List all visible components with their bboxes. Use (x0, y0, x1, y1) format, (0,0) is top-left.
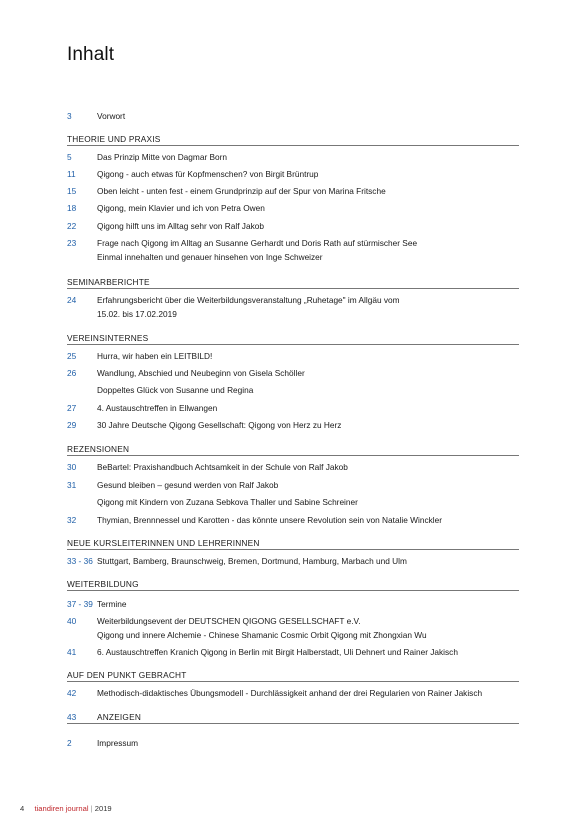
toc-page-number: 31 (67, 480, 77, 490)
toc-entry-title: Erfahrungsbericht über die Weiterbildungsveranstaltung „Ruhetage" im Allgäu vom (97, 295, 400, 305)
toc-page-number: 26 (67, 368, 77, 378)
toc-entry-title: 30 Jahre Deutsche Qigong Gesellschaft: Qigong von Herz zu Herz (97, 420, 342, 430)
toc-entry-title: 15.02. bis 17.02.2019 (97, 309, 177, 319)
toc-page-number: 15 (67, 186, 77, 196)
toc-entry-title: Vorwort (97, 111, 126, 121)
toc-page-number: 33 - 36 (67, 556, 93, 566)
toc-entry-title: Qigong und innere Alchemie - Chinese Shamanic Cosmic Orbit Qigong mit Zhongxian Wu (97, 630, 427, 640)
toc-page-number: 25 (67, 351, 77, 361)
section-heading-vereinsinternes: VEREINSINTERNES (67, 333, 149, 343)
toc-page-number: 2 (67, 738, 72, 748)
section-rule (67, 455, 519, 456)
page-footer (20, 804, 112, 813)
toc-page-number: 37 - 39 (67, 599, 93, 609)
toc-entry-title: Methodisch-didaktisches Übungsmodell - Durchlässigkeit anhand der drei Regularien von Rainer Jakisch (97, 688, 483, 698)
toc-entry-title: Termine (97, 599, 127, 609)
section-heading-theorie: THEORIE UND PRAXIS (67, 134, 161, 144)
toc-page-number: 27 (67, 403, 77, 413)
toc-page-number: 41 (67, 647, 77, 657)
toc-page-number: 23 (67, 238, 77, 248)
toc-entry-title: Weiterbildungsevent der DEUTSCHEN QIGONG GESELLSCHAFT e.V. (97, 616, 361, 626)
toc-page-number: 22 (67, 221, 77, 231)
toc-entry-title: Wandlung, Abschied und Neubeginn von Gisela Schöller (97, 368, 305, 378)
toc-entry-title: Das Prinzip Mitte von Dagmar Born (97, 152, 228, 162)
journal-name: tiandiren journal (34, 804, 89, 813)
toc-entry-title: Hurra, wir haben ein LEITBILD! (97, 351, 213, 361)
toc-entry-title: Thymian, Brennnessel und Karotten - das könnte unsere Revolution sein von Natalie Winckler (97, 515, 442, 525)
section-rule (67, 549, 519, 550)
toc-page-number: 11 (67, 169, 76, 179)
toc-page-number: 40 (67, 616, 77, 626)
toc-page-number: 42 (67, 688, 77, 698)
section-rule (67, 681, 519, 682)
toc-entry-title: Stuttgart, Bamberg, Braunschweig, Bremen, Dortmund, Hamburg, Marbach und Ulm (97, 556, 407, 566)
section-rule (67, 145, 519, 146)
toc-page-number: 5 (67, 152, 72, 162)
toc-page-number: 29 (67, 420, 77, 430)
toc-page-number: 43 (67, 712, 77, 722)
toc-entry-title: Frage nach Qigong im Alltag an Susanne Gerhardt und Doris Rath auf stürmischer See (97, 238, 418, 248)
toc-entry-title: BeBartel: Praxishandbuch Achtsamkeit in der Schule von Ralf Jakob (97, 462, 348, 472)
toc-entry-title: Qigong, mein Klavier und ich von Petra Owen (97, 203, 265, 213)
toc-entry-title: Qigong hilft uns im Alltag sehr von Ralf Jakob (97, 221, 264, 231)
toc-entry-title: Impressum (97, 738, 139, 748)
toc-entry-title: 4. Austauschtreffen in Ellwangen (97, 403, 218, 413)
footer-separator: | (90, 804, 93, 813)
page-title: Inhalt (67, 44, 115, 65)
toc-page-number: 30 (67, 462, 77, 472)
section-rule (67, 723, 519, 724)
toc-page-number: 3 (67, 111, 72, 121)
toc-entry-title: Qigong - auch etwas für Kopfmenschen? von Birgit Brüntrup (97, 169, 319, 179)
footer-year: 2019 (94, 804, 112, 813)
toc-page-number: 24 (67, 295, 77, 305)
section-heading-rezensionen: REZENSIONEN (67, 444, 130, 454)
section-heading-seminarberichte: SEMINARBERICHTE (67, 277, 150, 287)
toc-entry-title: 6. Austauschtreffen Kranich Qigong in Berlin mit Birgit Halberstadt, Uli Dehnert und Rainer Jakisch (97, 647, 458, 657)
section-heading-weiterbildung: WEITERBILDUNG (67, 579, 139, 589)
toc-entry-title: Gesund bleiben – gesund werden von Ralf Jakob (97, 480, 279, 490)
footer-page-number: 4 (20, 804, 25, 813)
section-rule (67, 288, 519, 289)
toc-page-number: 32 (67, 515, 77, 525)
toc-entry-title: Oben leicht - unten fest - einem Grundprinzip auf der Spur von Marina Fritsche (97, 186, 386, 196)
toc-page-number: 18 (67, 203, 77, 213)
section-heading-auf-den-punkt: AUF DEN PUNKT GEBRACHT (67, 670, 187, 680)
section-rule (67, 344, 519, 345)
toc-entry-title: Qigong mit Kindern von Zuzana Sebkova Thaller und Sabine Schreiner (97, 497, 358, 507)
toc-entry-title: Einmal innehalten und genauer hinsehen von Inge Schweizer (97, 252, 323, 262)
section-rule (67, 590, 519, 591)
section-heading-neue-kursleiterinnen: NEUE KURSLEITERINNEN UND LEHRERINNEN (67, 538, 260, 548)
section-heading-anzeigen: ANZEIGEN (97, 712, 142, 722)
toc-entry-title: Doppeltes Glück von Susanne und Regina (97, 385, 254, 395)
